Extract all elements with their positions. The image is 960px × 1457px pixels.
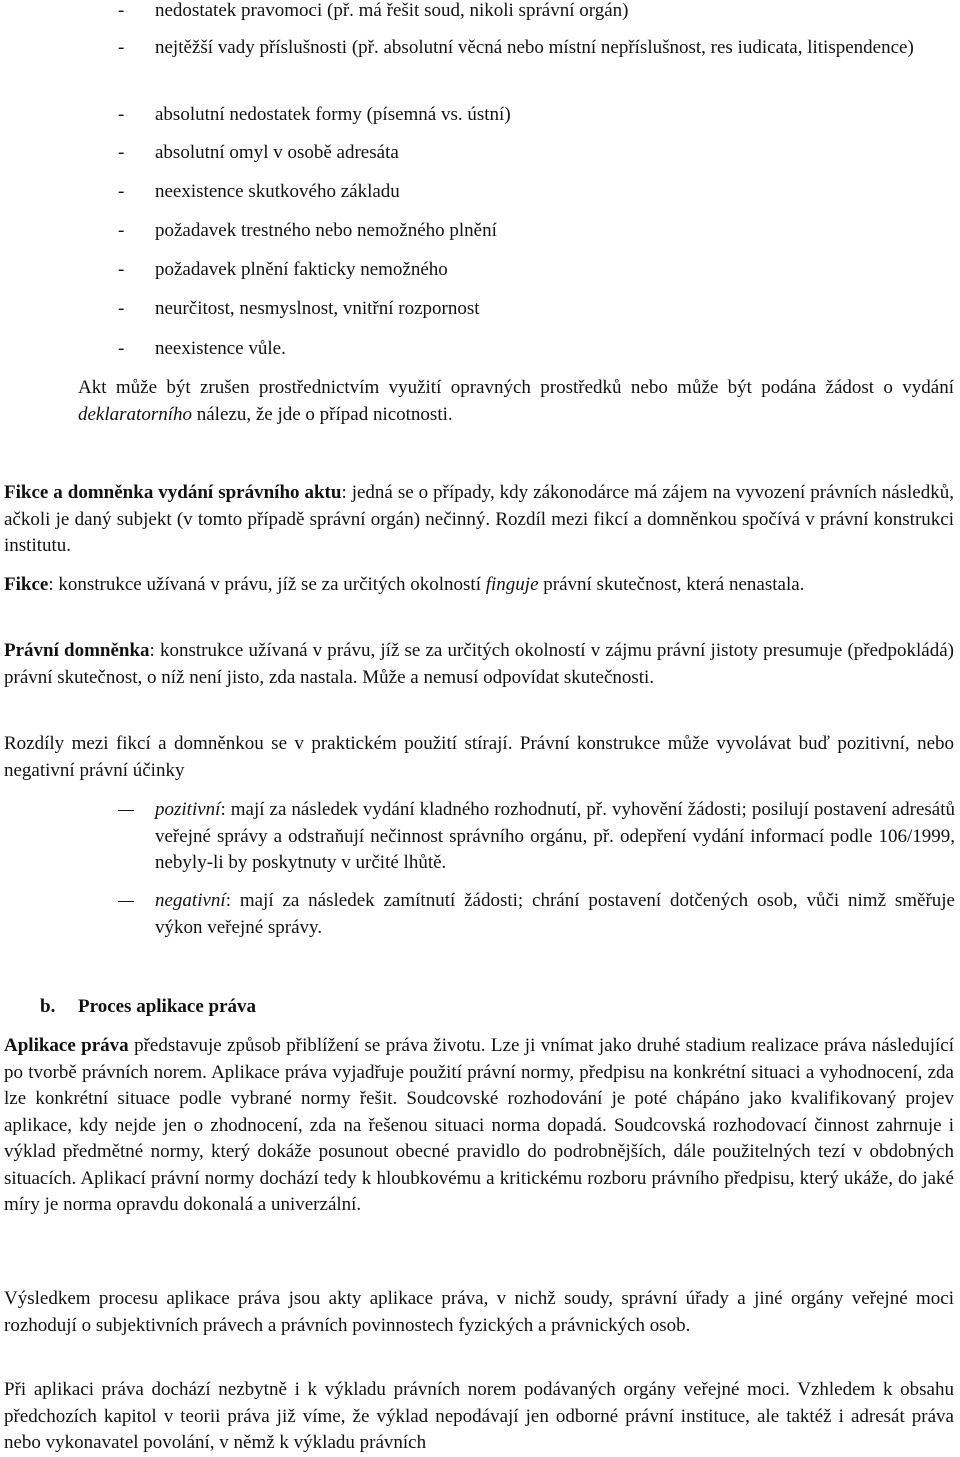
aplikace-prava-text: představuje způsob přiblížení se práva životu. Lze ji vnímat jako druhé stadium realizace práva následující po tvorbě právních norem. Aplikace práva vyjadřuje použití právní normy, předpisu na konkrétní situaci a vyhodnocení, zda lze konkrétní situace podle vybrané normy řešit. Soudcovské rozhodování je poté chápáno jako kvalifikovaný projev aplikace, kdy nejde jen o zhodnocení, zda na řešenou situaci norma dopadá. Soudcovská rozhodovací činnost zahrnuje i výklad předmětné normy, který dokáže posunout obecné pravidlo do podrobnějších, dále použitelných tezí v obdobných situacích. Aplikací právní normy dochází tedy k hloubkovému a kritickému rozboru právního předpisu, který ukáže, do jaké míry je norma opravdu dokonalá a univerzální. [4, 1035, 955, 1215]
paragraph-aplikace-prava [4, 1033, 954, 1219]
list-item-text: absolutní omyl v osobě adresáta [155, 142, 399, 163]
fikce-text-before: : konstrukce užívaná v právu, jíž se za určitých okolností [48, 574, 486, 595]
list-bullet-dash [118, 810, 134, 811]
akt-text-italic: deklaratorního [78, 403, 192, 425]
paragraph-fikce [4, 572, 954, 599]
fikce-text-after: právní skutečnost, která nenastala. [538, 574, 805, 595]
akt-text-before: Akt může být zrušen prostřednictvím využití opravných prostředků nebo může být podána žádost o vydání [78, 377, 954, 398]
list-dash: - [118, 259, 125, 280]
list-dash: - [118, 0, 125, 21]
list-item-text: neurčitost, nesmyslnost, vnitřní rozpornost [155, 298, 480, 319]
effect-text [155, 797, 955, 877]
paragraph-fikce-domnenka [4, 480, 954, 560]
list-dash: - [118, 220, 125, 241]
paragraph-akt [78, 375, 954, 428]
effect-description: : mají za následek zamítnutí žádosti; chrání postavení dotčených osob, vůči nimž směřuje výkon veřejné správy. [155, 890, 955, 938]
fikce-domnenka-text: : jedná se o případy, kdy zákonodárce má zájem na vyvození právních následků, ačkoli je daný subjekt (v tomto případě správní orgán) nečinný. Rozdíl mezi fikcí a domněnkou spočívá v právní konstrukci institutu. [4, 482, 954, 556]
term-fikce: Fikce [4, 574, 49, 595]
list-item-text: nedostatek pravomoci (př. má řešit soud, nikoli správní orgán) [155, 0, 629, 21]
list-item-text: absolutní nedostatek formy (písemná vs. ústní) [155, 104, 511, 125]
paragraph-rozdily: Rozdíly mezi fikcí a domněnkou se v praktickém použití stírají. Právní konstrukce může vyvolávat buď pozitivní, nebo negativní právní účinky [4, 733, 954, 781]
list-bullet-dash [118, 901, 134, 902]
section-number: b. [40, 996, 56, 1017]
paragraph-vysledkem: Výsledkem procesu aplikace práva jsou akty aplikace práva, v nichž soudy, správní úřady a jiné orgány veřejné moci rozhodují o subjektivních právech a právních povinnostech fyzických a právnických osob. [4, 1288, 954, 1336]
akt-text-after: nálezu, že jde o případ nicotnosti. [192, 403, 453, 425]
list-item-text: požadavek trestného nebo nemožného plnění [155, 220, 497, 241]
effect-term: pozitivní [155, 799, 221, 820]
pravni-domnenka-text: : konstrukce užívaná v právu, jíž se za určitých okolností v zájmu právní jistoty presumuje (předpokládá) právní skutečnost, o níž není jisto, zda nastala. Může a nemusí odpovídat skutečnosti. [4, 640, 954, 688]
effect-text [155, 888, 955, 941]
fikce-text-italic: finguje [485, 574, 539, 595]
list-dash: - [118, 338, 125, 359]
list-dash: - [118, 298, 125, 319]
paragraph-pri-aplikaci: Při aplikaci práva dochází nezbytně i k výkladu právních norem podávaných orgány veřejné moci. Vzhledem k obsahu předchozích kapitol v teorii práva již víme, že výklad nepodávají jen odborné právní instituce, ale taktéž i adresát práva nebo vykonavatel povolání, v němž k výkladu právních [4, 1379, 954, 1453]
term-aplikace-prava: Aplikace práva [4, 1035, 129, 1056]
list-item-text: nejtěžší vady příslušnosti (př. absolutní věcná nebo místní nepříslušnost, res iudicata, litispendence) [155, 37, 914, 58]
term-pravni-domnenka: Právní domněnka [4, 640, 150, 661]
list-dash: - [118, 37, 125, 58]
list-item-text: neexistence skutkového základu [155, 181, 400, 202]
list-dash: - [118, 104, 125, 125]
list-item-text: neexistence vůle. [155, 338, 286, 359]
list-dash: - [118, 181, 125, 202]
paragraph-pravni-domnenka [4, 638, 954, 691]
effect-term: negativní [155, 890, 226, 911]
section-title: Proces aplikace práva [78, 996, 257, 1017]
effect-description: : mají za následek vydání kladného rozhodnutí, př. vyhovění žádosti; posilují postavení adresátů veřejné správy a odstraňují nečinnost správního orgánu, př. odepření vydání informací podle 106/1999, nebyly-li by poskytnuty v určité lhůtě. [155, 799, 955, 873]
list-dash: - [118, 142, 125, 163]
list-item-text: požadavek plnění fakticky nemožného [155, 259, 448, 280]
term-fikce-domnenka: Fikce a domněnka vydání správního aktu [4, 482, 342, 503]
